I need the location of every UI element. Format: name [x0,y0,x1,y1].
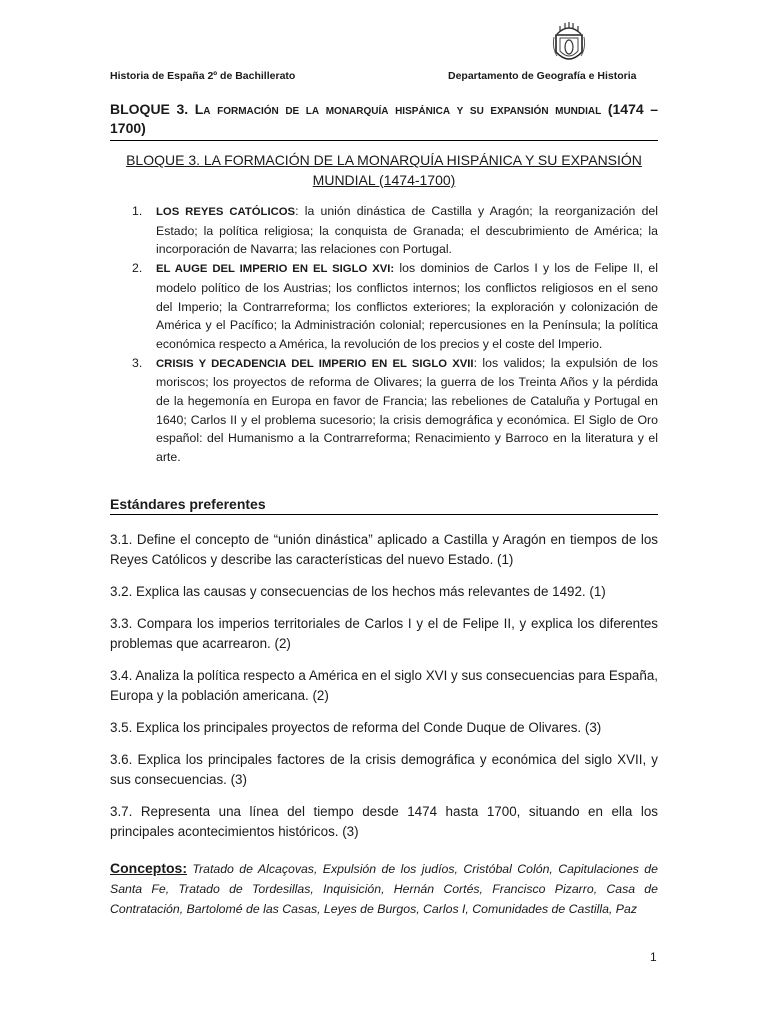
topic-lead: EL AUGE DEL IMPERIO EN EL SIGLO XVI: [156,263,395,276]
block-title: BLOQUE 3. LA FORMACIÓN DE LA MONARQUÍA HISPÁNICA Y SU EXPANSIÓN MUNDIAL (1474-1700) [126,152,642,188]
list-number: 3. [132,355,143,370]
standard-item: 3.2. Explica las causas y consecuencias de los hechos más relevantes de 1492. (1) [110,584,606,599]
standard-item: 3.6. Explica los principales factores de la crisis demográfica y económica del siglo XVII, y sus consecuencias. (3) [110,752,658,787]
list-item [110,259,658,354]
heading-prefix: BLOQUE 3. L [110,101,204,117]
list-item [110,202,658,259]
standard-item: 3.3. Compara los imperios territoriales de Carlos I y el de Felipe II, y explica los diferentes problemas que acarrearon. (2) [110,616,658,651]
standard-item: 3.1. Define el concepto de “unión dinástica” aplicado a Castilla y Aragón en tiempos de los Reyes Católicos y describe las características del nuevo Estado. (1) [110,532,658,567]
standard-item: 3.5. Explica los principales proyectos de reforma del Conde Duque de Olivares. (3) [110,720,602,735]
list-number: 2. [132,261,143,276]
header-course: Historia de España 2º de Bachillerato [110,70,296,82]
school-crest-icon [551,20,587,66]
topic-text: los dominios de Carlos I y los de Felipe II, el modelo político de los Austrias; los conflictos internos; los conflictos religiosos en el seno del Imperio; la Contrarreforma; los conflictos exteriores; la exploración y colonización de América y el Pacífico; la Administración colonial; repercusiones en la Península; la política económica respecto a América, la revolución de los precios y el coste del Imperio. [156,261,658,351]
standard-item: 3.7. Representa una línea del tiempo desde 1474 hasta 1700, situando en ella los principales acontecimientos históricos. (3) [110,804,658,839]
standards-list [110,530,658,854]
heading-dates: (1474 – 1700) [110,101,659,136]
topic-text: : la unión dinástica de Castilla y Aragón; la reorganización del Estado; la política religiosa; la conquista de Granada; el descubrimiento de América; la incorporación de Navarra; las relaciones con Portugal. [156,204,658,257]
concepts-list: Tratado de Alcaçovas, Expulsión de los judíos, Cristóbal Colón, Capitulaciones de Santa Fe, Tratado de Tordesillas, Inquisición, Hernán Cortés, Francisco Pizarro, Casa de Contratación, Bartolomé de las Casas, Leyes de Burgos, Carlos I, Comunidades de Castilla, Paz [110,862,658,916]
topic-lead: LOS REYES CATÓLICOS [156,206,296,218]
standard-item: 3.4. Analiza la política respecto a América en el siglo XVI y sus consecuencias para España, Europa y la población americana. (2) [110,668,658,703]
topics-list [110,202,658,467]
standards-heading: Estándares preferentes [110,496,658,515]
list-item [110,354,658,467]
topic-lead: CRISIS Y DECADENCIA DEL IMPERIO EN EL SIGLO XVII [156,357,474,370]
concepts-paragraph [110,858,658,919]
concepts-label: Conceptos: [110,860,187,876]
header-department: Departamento de Geografía e Historia [448,70,637,82]
topic-text: : los validos; la expulsión de los moriscos; los proyectos de reforma de Olivares; la guerra de los Treinta Años y la pérdida de la hegemonía en Europa en favor de Francia; las rebeliones de Cataluña y Portugal en 1640; Carlos II y el problema sucesorio; la crisis demográfica y económica. El Siglo de Oro español: del Humanismo a la Contrarreforma; Renacimiento y Barroco en la literatura y el arte. [156,355,658,465]
page-number: 1 [650,950,657,964]
heading-smallcaps: a formación de la monarquía hispánica y su expansión mundial [203,101,602,117]
document-heading [110,100,658,141]
list-number: 1. [132,204,143,218]
